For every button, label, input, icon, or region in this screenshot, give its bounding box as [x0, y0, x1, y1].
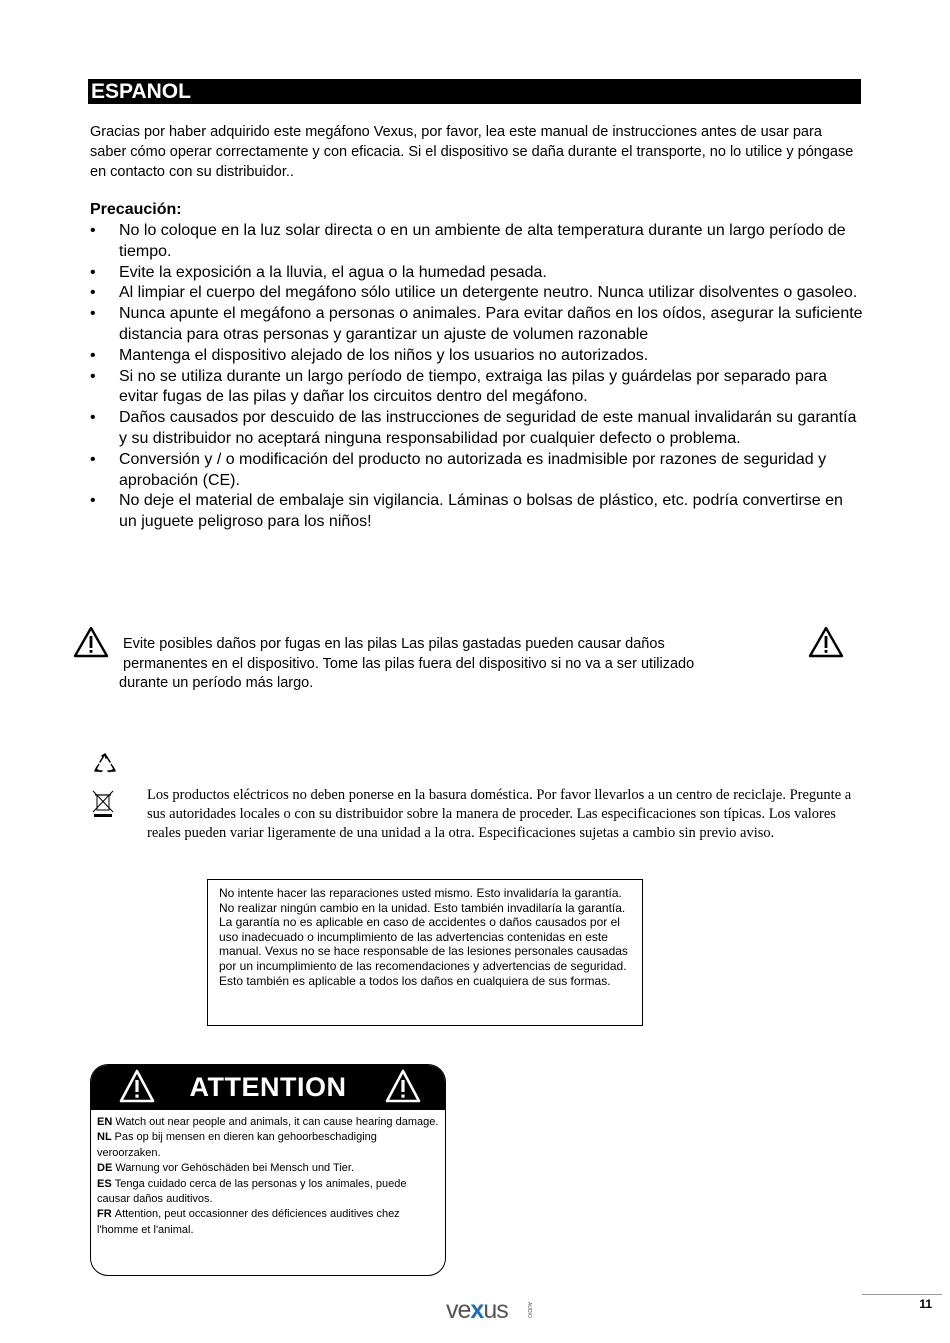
logo-part: x — [470, 1296, 484, 1324]
battery-warning-text — [119, 635, 799, 694]
attention-entry — [97, 1115, 439, 1130]
list-item: • Nunca apunte el megáfono a personas o animales. Para evitar daños en los oídos, asegurar la suficiente distancia para otras personas y garantizar un ajuste de volumen razonable — [90, 304, 865, 346]
warning-triangle-icon — [808, 626, 844, 658]
list-item: • Si no se utiliza durante un largo período de tiempo, extraiga las pilas y guárdelas por separado para evitar fugas de las pilas y dañar los circuitos dentro del megáfono. — [90, 367, 865, 409]
language-code: EN — [97, 1116, 113, 1128]
battery-warning-line: Evite posibles daños por fugas en las pilas Las pilas gastadas pueden causar daños — [123, 636, 665, 652]
language-code: ES — [97, 1177, 112, 1190]
language-code: FR — [97, 1208, 112, 1221]
warning-triangle-icon — [73, 626, 109, 658]
list-item: • No deje el material de embalaje sin vigilancia. Láminas o bolsas de plástico, etc. podría convertirse en un juguete peligroso para los niños! — [90, 491, 865, 533]
logo-part: us — [483, 1296, 508, 1324]
attention-entry-text: Warnung vor Gehöschäden bei Mensch und Tier. — [115, 1162, 355, 1175]
list-item: • Conversión y / o modificación del producto no autorizada es inadmisible por razones de seguridad y aprobación (CE). — [90, 450, 865, 492]
precaution-list — [90, 221, 865, 533]
repair-notice-box — [207, 879, 643, 1026]
list-item: • Mantenga el dispositivo alejado de los niños y los usuarios no autorizados. — [90, 346, 865, 367]
logo-wordmark — [446, 1296, 508, 1324]
section-header-bar — [88, 79, 861, 104]
attention-entry-text: Attention, peut occasionner des déficiences auditives chez l'homme et l'animal. — [97, 1208, 400, 1236]
language-code: NL — [97, 1131, 112, 1144]
attention-title: ATTENTION — [189, 1072, 347, 1102]
page-number: 11 — [919, 1297, 932, 1311]
attention-entry — [97, 1207, 439, 1238]
language-code: DE — [97, 1162, 113, 1175]
attention-entry-text: Tenga cuidado cerca de las personas y los animales, puede causar daños auditivos. — [97, 1177, 407, 1206]
attention-entry — [97, 1177, 439, 1208]
section-title: ESPANOL — [91, 80, 191, 103]
repair-notice-text: No intente hacer las reparaciones usted mismo. Esto invalidaría la garantía. No realizar ningún cambio en la unidad. Esto también invadilaría la garantía. La garantía no es aplicable en caso de accidentes o daños causados por el uso inadecuado o incumplimiento de las advertencias contenidas en este manual. Vexus no se hace responsable de las lesiones personales causadas por un incumplimiento de las recomendaciones y advertencias de seguridad. Esto también es aplicable a todos los daños en cualquiera de sus formas. — [219, 886, 628, 988]
attention-body — [91, 1110, 445, 1238]
list-item: • Al limpiar el cuerpo del megáfono sólo utilice un detergente neutro. Nunca utilizar disolventes o gasoleo. — [90, 283, 865, 304]
attention-entry-text: Pas op bij mensen en dieren kan gehoorbeschadiging veroorzaken. — [97, 1131, 377, 1159]
attention-header — [91, 1065, 445, 1110]
attention-label — [90, 1064, 446, 1276]
attention-entry — [97, 1161, 439, 1176]
weee-disposal-text: Los productos eléctricos no deben ponerse en la basura doméstica. Por favor llevarlos a un centro de reciclaje. Pregunte a sus autoridades locales o con su distribuidor sobre la manera de proceder. Las especificaciones son típicas. Los valores reales pueden variar ligeramente de una unidad a la otra. Especificaciones sujetas a cambio sin previo aviso. — [147, 787, 852, 841]
crossed-bin-icon — [91, 789, 115, 819]
attention-entry — [97, 1130, 439, 1161]
warning-triangle-icon — [385, 1069, 421, 1103]
vexus-logo — [446, 1296, 536, 1324]
logo-part: ve — [446, 1296, 471, 1324]
battery-warning-line: durante un período más largo. — [119, 675, 314, 691]
list-item: • No lo coloque en la luz solar directa o en un ambiente de alta temperatura durante un largo período de tiempo. — [90, 221, 865, 263]
recycle-icon — [93, 752, 117, 774]
footer-rule — [862, 1294, 942, 1295]
precaution-title: Precaución: — [90, 201, 182, 218]
battery-warning-line: permanentes en el dispositivo. Tome las pilas fuera del dispositivo si no va a ser utilizado — [123, 655, 695, 672]
attention-entry-text: Watch out near people and animals, it can cause hearing damage. — [115, 1116, 439, 1128]
list-item: • Evite la exposición a la lluvia, el agua o la humedad pesada. — [90, 263, 865, 284]
list-item: • Daños causados por descuido de las instrucciones de seguridad de este manual invalidarán su garantía y su distribuidor no aceptará ninguna responsabilidad por cualquier defecto o problema. — [90, 408, 865, 450]
logo-subtext: AUDIO — [526, 1302, 532, 1318]
intro-paragraph: Gracias por haber adquirido este megáfono Vexus, por favor, lea este manual de instrucciones antes de usar para saber cómo operar correctamente y con eficacia. Si el dispositivo se daña durante el transporte, no lo utilice y póngase en contacto con su distribuidor.. — [90, 124, 854, 180]
